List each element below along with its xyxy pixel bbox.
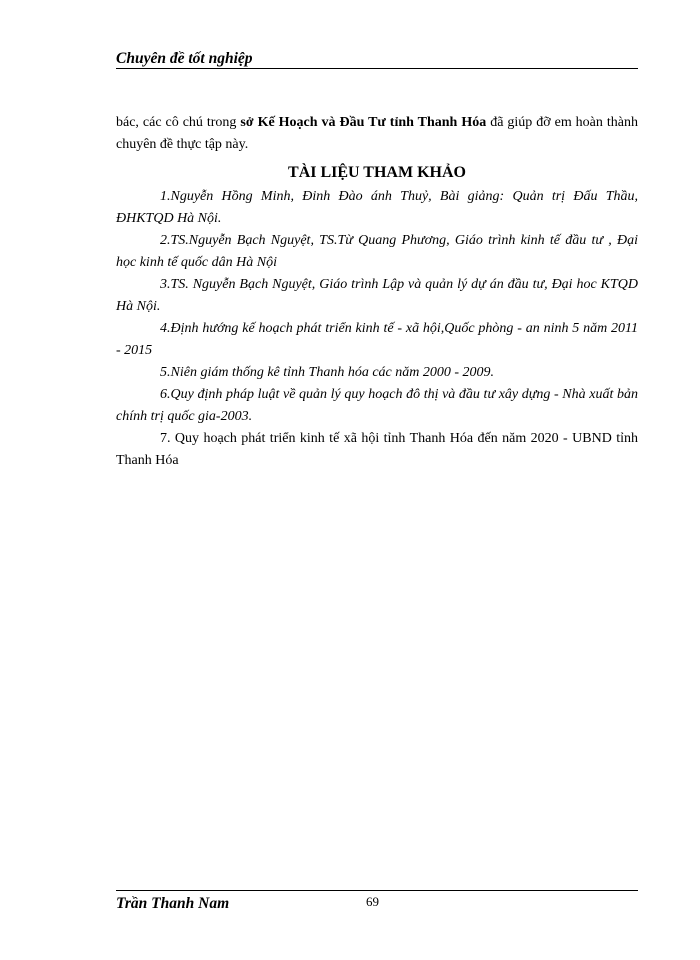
reference-item-2: 2.TS.Nguyễn Bạch Nguyệt, TS.Từ Quang Phương, Giáo trình kinh tế đầu tư , Đại học kinh tế quốc dân Hà Nội: [116, 233, 638, 270]
page-number: 69: [366, 894, 379, 909]
reference-item-6: 6.Quy định pháp luật về quản lý quy hoạch đô thị và đầu tư xây dựng - Nhà xuất bản chính trị quốc gia-2003.: [116, 387, 638, 424]
intro-text-before: bác, các cô chú trong: [116, 115, 241, 130]
reference-item-3: 3.TS. Nguyễn Bạch Nguyệt, Giáo trình Lập và quản lý dự án đầu tư, Đại hoc KTQD Hà Nội.: [116, 277, 638, 314]
footer-author: Trần Thanh Nam: [116, 895, 230, 912]
footer-rule: [116, 890, 638, 891]
reference-item-7: 7. Quy hoạch phát triển kinh tế xã hội tỉnh Thanh Hóa đến năm 2020 - UBND tỉnh Thanh Hóa: [116, 431, 638, 468]
reference-item-5: 5.Niên giám thống kê tỉnh Thanh hóa các năm 2000 - 2009.: [160, 365, 495, 380]
document-body: [116, 112, 638, 472]
reference-item-1: 1.Nguyễn Hồng Minh, Đinh Đào ánh Thuỷ, Bài giảng: Quản trị Đấu Thầu, ĐHKTQD Hà Nội.: [116, 189, 638, 226]
intro-text-bold: sở Kế Hoạch và Đầu Tư tỉnh Thanh Hóa: [240, 115, 487, 130]
header-title: Chuyên đề tốt nghiệp: [116, 50, 253, 67]
intro-paragraph: [116, 112, 638, 156]
header-rule: [116, 68, 638, 69]
reference-item-4: 4.Định hướng kế hoạch phát triển kinh tế - xã hội,Quốc phòng - an ninh 5 năm 2011 - 2015: [116, 321, 638, 358]
intro-text-after: đã giúp đỡ em hoàn thành chuyên đề thực tập này.: [116, 115, 638, 152]
references-heading: TÀI LIỆU THAM KHẢO: [288, 164, 466, 181]
